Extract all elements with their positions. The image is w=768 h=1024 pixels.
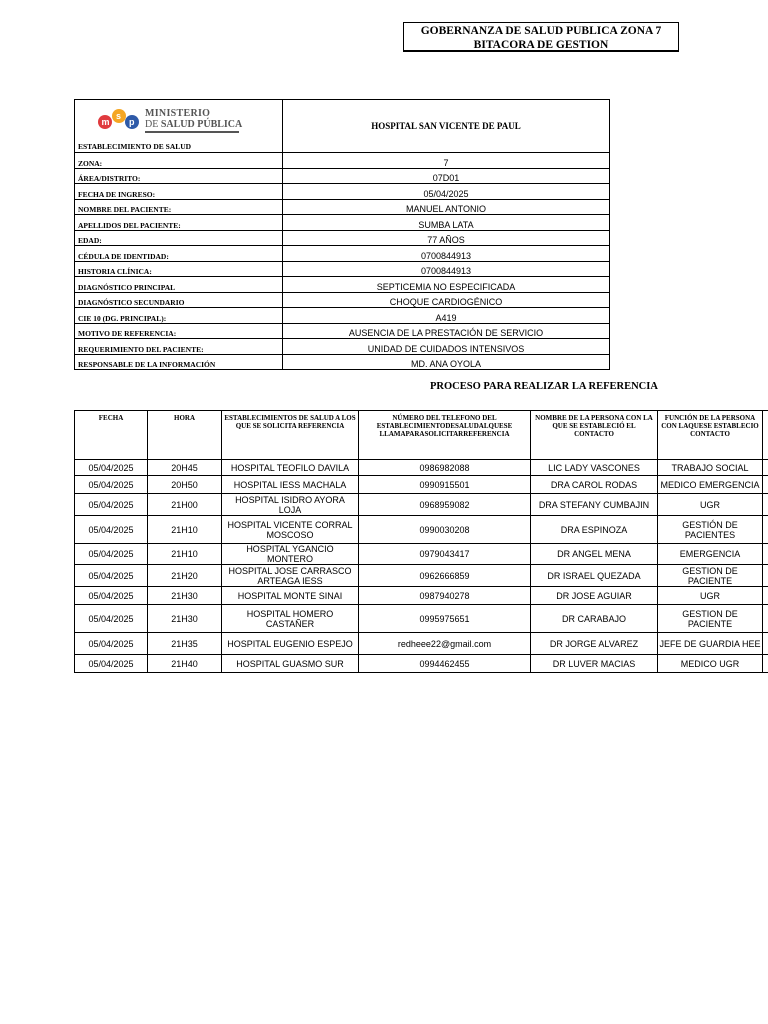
cell-funcion: GESTIÓN DE PACIENTES xyxy=(658,516,763,544)
info-value: CHOQUE CARDIOGÉNICO xyxy=(283,292,610,308)
cell-fecha: 05/04/2025 xyxy=(75,655,148,673)
cell-persona: DRA ESPINOZA xyxy=(531,516,658,544)
info-label: CIE 10 (DG. PRINCIPAL): xyxy=(75,308,283,324)
cell-persona: DR JOSE AGUIAR xyxy=(531,587,658,605)
cell-funcion: GESTION DE PACIENTE xyxy=(658,605,763,633)
info-label: EDAD: xyxy=(75,230,283,246)
cell-persona: LIC LADY VASCONES xyxy=(531,460,658,476)
cell-hora: 21H30 xyxy=(148,587,222,605)
establecimiento-label: ESTABLECIMIENTO DE SALUD xyxy=(78,142,192,151)
info-value: AUSENCIA DE LA PRESTACIÓN DE SERVICIO xyxy=(283,323,610,339)
process-title-text: PROCESO PARA REALIZAR LA REFERENCIA xyxy=(430,381,658,392)
cell-persona: DR ANGEL MENA xyxy=(531,544,658,565)
table-row xyxy=(75,565,768,587)
header-title: GOBERNANZA DE SALUD PUBLICA ZONA 7 xyxy=(420,25,662,37)
cell-hora: 21H35 xyxy=(148,633,222,655)
info-label: REQUERIMIENTO DEL PACIENTE: xyxy=(75,339,283,355)
info-value: A419 xyxy=(283,308,610,324)
svg-text:p: p xyxy=(129,117,135,127)
cell-hora: 20H50 xyxy=(148,476,222,494)
table-row xyxy=(75,494,768,516)
cell-telefono: 0990030208 xyxy=(359,516,531,544)
cell-hora: 21H40 xyxy=(148,655,222,673)
svg-text:s: s xyxy=(116,111,122,121)
table-row xyxy=(75,587,768,605)
cell-establecimiento: HOSPITAL HOMERO CASTAÑER xyxy=(222,605,359,633)
info-label: MOTIVO DE REFERENCIA: xyxy=(75,323,283,339)
referral-process-table xyxy=(74,410,768,673)
info-label: ZONA: xyxy=(75,153,283,169)
cell-telefono: redheee22@gmail.com xyxy=(359,633,531,655)
column-header-cutoff xyxy=(763,411,768,460)
cell-cutoff xyxy=(763,460,768,476)
cell-hora: 21H10 xyxy=(148,516,222,544)
cell-telefono: 0990915501 xyxy=(359,476,531,494)
logo-line2-bold: SALUD PÚBLICA xyxy=(160,118,243,130)
info-label: DIAGNÓSTICO SECUNDARIO xyxy=(75,292,283,308)
cell-fecha: 05/04/2025 xyxy=(75,476,148,494)
cell-establecimiento: HOSPITAL YGANCIO MONTERO xyxy=(222,544,359,565)
info-value: 7 xyxy=(283,153,610,169)
cell-fecha: 05/04/2025 xyxy=(75,605,148,633)
info-value: 0700844913 xyxy=(283,261,610,277)
cell-establecimiento: HOSPITAL TEOFILO DAVILA xyxy=(222,460,359,476)
cell-hora: 21H00 xyxy=(148,494,222,516)
table-row xyxy=(75,516,768,544)
cell-persona: DR JORGE ALVAREZ xyxy=(531,633,658,655)
cell-fecha: 05/04/2025 xyxy=(75,460,148,476)
info-value: SEPTICEMIA NO ESPECIFICADA xyxy=(283,277,610,293)
cell-hora: 21H30 xyxy=(148,605,222,633)
logo-underline xyxy=(145,131,239,133)
cell-establecimiento: HOSPITAL GUASMO SUR xyxy=(222,655,359,673)
cell-funcion: MEDICO EMERGENCIA xyxy=(658,476,763,494)
table-row xyxy=(75,544,768,565)
info-label: RESPONSABLE DE LA INFORMACIÓN xyxy=(75,354,283,370)
cell-cutoff xyxy=(763,605,768,633)
cell-persona: DRA STEFANY CUMBAJIN xyxy=(531,494,658,516)
info-label: DIAGNÓSTICO PRINCIPAL xyxy=(75,277,283,293)
cell-establecimiento: HOSPITAL VICENTE CORRAL MOSCOSO xyxy=(222,516,359,544)
info-label: ÁREA/DISTRITO: xyxy=(75,168,283,184)
cell-funcion: TRABAJO SOCIAL xyxy=(658,460,763,476)
cell-telefono: 0987940278 xyxy=(359,587,531,605)
column-header-funcion: FUNCIÓN DE LA PERSONA CON LAQUESE ESTABLECIO CONTACTO xyxy=(658,411,763,460)
cell-cutoff xyxy=(763,544,768,565)
cell-fecha: 05/04/2025 xyxy=(75,544,148,565)
cell-establecimiento: HOSPITAL EUGENIO ESPEJO xyxy=(222,633,359,655)
logo-line2-prefix: DE xyxy=(145,118,161,130)
cell-cutoff xyxy=(763,476,768,494)
info-label: NOMBRE DEL PACIENTE: xyxy=(75,199,283,215)
info-value: 05/04/2025 xyxy=(283,184,610,200)
cell-telefono: 0979043417 xyxy=(359,544,531,565)
cell-fecha: 05/04/2025 xyxy=(75,633,148,655)
header-subtitle: BITACORA DE GESTION xyxy=(473,39,609,51)
cell-establecimiento: HOSPITAL MONTE SINAI xyxy=(222,587,359,605)
cell-cutoff xyxy=(763,655,768,673)
svg-text:m: m xyxy=(101,117,110,127)
info-value: MANUEL ANTONIO xyxy=(283,199,610,215)
info-label: APELLIDOS DEL PACIENTE: xyxy=(75,215,283,231)
info-label: CÉDULA DE IDENTIDAD: xyxy=(75,246,283,262)
column-header-persona: NOMBRE DE LA PERSONA CON LA QUE SE ESTABLECIÓ EL CONTACTO xyxy=(531,411,658,460)
table-row xyxy=(75,605,768,633)
info-value: 0700844913 xyxy=(283,246,610,262)
column-header-establecimientos: ESTABLECIMIENTOS DE SALUD A LOS QUE SE SOLICITA REFERENCIA xyxy=(222,411,359,460)
cell-telefono: 0994462455 xyxy=(359,655,531,673)
cell-funcion: UGR xyxy=(658,587,763,605)
cell-telefono: 0986982088 xyxy=(359,460,531,476)
info-value: MD. ANA OYOLA xyxy=(283,354,610,370)
cell-fecha: 05/04/2025 xyxy=(75,494,148,516)
info-value: 07D01 xyxy=(283,168,610,184)
cell-hora: 20H45 xyxy=(148,460,222,476)
cell-fecha: 05/04/2025 xyxy=(75,587,148,605)
cell-cutoff xyxy=(763,494,768,516)
table-row xyxy=(75,655,768,673)
cell-fecha: 05/04/2025 xyxy=(75,516,148,544)
cell-cutoff xyxy=(763,516,768,544)
document-header xyxy=(403,22,679,52)
ministerio-logo xyxy=(97,106,242,134)
cell-fecha: 05/04/2025 xyxy=(75,565,148,587)
cell-telefono: 0962666859 xyxy=(359,565,531,587)
cell-telefono: 0968959082 xyxy=(359,494,531,516)
logo-line1: MINISTERIO xyxy=(145,107,211,119)
cell-funcion: JEFE DE GUARDIA HEE xyxy=(658,633,763,655)
info-value: SUMBA LATA xyxy=(283,215,610,231)
info-label: FECHA DE INGRESO: xyxy=(75,184,283,200)
cell-funcion: UGR xyxy=(658,494,763,516)
cell-establecimiento: HOSPITAL JOSE CARRASCO ARTEAGA IESS xyxy=(222,565,359,587)
cell-hora: 21H20 xyxy=(148,565,222,587)
cell-hora: 21H10 xyxy=(148,544,222,565)
cell-establecimiento: HOSPITAL ISIDRO AYORA LOJA xyxy=(222,494,359,516)
table-row xyxy=(75,460,768,476)
logo-cell xyxy=(75,100,283,153)
info-value: UNIDAD DE CUIDADOS INTENSIVOS xyxy=(283,339,610,355)
cell-persona: DR LUVER MACIAS xyxy=(531,655,658,673)
column-header-telefono: NÚMERO DEL TELEFONO DEL ESTABLECIMIENTODESALUDALQUESE LLAMAPARASOLICITARREFERENCIA xyxy=(359,411,531,460)
cell-funcion: EMERGENCIA xyxy=(658,544,763,565)
establecimiento-value: HOSPITAL SAN VICENTE DE PAUL xyxy=(283,100,610,153)
info-value: 77 AÑOS xyxy=(283,230,610,246)
cell-funcion: GESTION DE PACIENTE xyxy=(658,565,763,587)
cell-cutoff xyxy=(763,633,768,655)
table-row xyxy=(75,633,768,655)
cell-establecimiento: HOSPITAL IESS MACHALA xyxy=(222,476,359,494)
cell-funcion: MEDICO UGR xyxy=(658,655,763,673)
cell-persona: DR CARABAJO xyxy=(531,605,658,633)
msp-logo-icon xyxy=(97,106,141,134)
cell-cutoff xyxy=(763,565,768,587)
cell-persona: DRA CAROL RODAS xyxy=(531,476,658,494)
cell-cutoff xyxy=(763,587,768,605)
table-row xyxy=(75,476,768,494)
cell-telefono: 0995975651 xyxy=(359,605,531,633)
column-header-fecha: FECHA xyxy=(75,411,148,460)
column-header-hora: HORA xyxy=(148,411,222,460)
cell-persona: DR ISRAEL QUEZADA xyxy=(531,565,658,587)
info-label: HISTORIA CLÍNICA: xyxy=(75,261,283,277)
patient-info-table xyxy=(74,99,610,370)
